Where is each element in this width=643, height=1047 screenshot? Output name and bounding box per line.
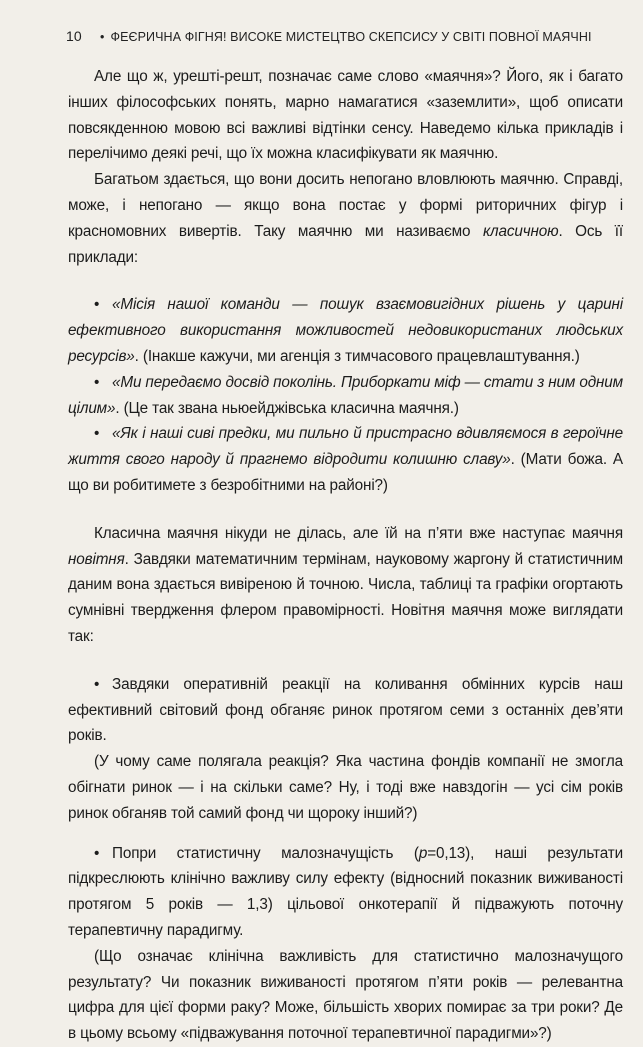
page-body	[68, 64, 623, 1047]
example-quote: «Як і наші сиві предки, ми пильно й пристрасно вдивляємося в героїчне життя свого народу й прагнемо відродити колишню славу»	[68, 425, 623, 469]
bullet-mark: •	[94, 296, 100, 314]
example-note: . (Інакше кажучи, ми агенція з тимчасового працевлаштування.)	[134, 347, 580, 365]
paragraph-3-emphasis: новітня	[68, 550, 125, 568]
list-item	[68, 672, 623, 749]
header-bullet: •	[100, 30, 105, 44]
paragraph-2-tail: . Ось її приклади:	[68, 222, 623, 266]
running-header	[66, 28, 626, 44]
list-item	[68, 421, 623, 498]
list-item	[68, 841, 623, 944]
list-item	[68, 292, 623, 369]
example-note: . (Мати божа. А що ви робитимете з безробітними на районі?)	[68, 451, 623, 494]
classic-examples-list	[68, 292, 623, 498]
bullet-mark: •	[94, 373, 100, 391]
example-comment: (У чому саме полягала реакція? Яка частина фондів компанії не змогла обігнати ринок — і на скільки саме? Ну, і тоді вже навздогін — усі сім років ринок обганяв той самий фонд чи щороку інший?)	[68, 753, 623, 822]
paragraph-2-emphasis: класичною	[482, 222, 559, 240]
p-value-symbol: p	[418, 844, 428, 862]
example-text-tail: =0,13), наші результати підкреслюють клінічно важливу силу ефекту (відносний показник виживаності протягом 5 років — 1,3) цільової онкотерапії й підважують поточну терапевтичну парадигму.	[68, 844, 623, 939]
paragraph-1: Але що ж, урешті-решт, позначає саме слово «маячня»? Його, як і багато інших філософських понять, марно намагатися «заземлити», щоб описати повсякденною мовою всі важливі відтінки сенсу. Наведемо кілька прикладів і перелічимо деякі речі, що їх можна класифікувати як маячню.	[68, 68, 623, 163]
example-quote: «Місія нашої команди — пошук взаємовигідних рішень у царині ефективного використання можливостей недовикористаних людських ресурсів»	[68, 296, 623, 365]
modern-example-1	[68, 672, 623, 749]
bullet-mark: •	[94, 844, 100, 862]
example-quote: «Ми передаємо досвід поколінь. Приборкати міф — стати з ним одним цілим»	[68, 373, 623, 417]
example-text: Завдяки оперативній реакції на коливання обмінних курсів наш ефективний світовий фонд обганяє ринок протягом семи з останніх дев’яти років.	[68, 675, 623, 745]
running-title: ФЕЄРИЧНА ФІГНЯ! ВИСОКЕ МИСТЕЦТВО СКЕПСИСУ У СВІТІ ПОВНОЇ МАЯЧНІ	[110, 30, 592, 44]
list-item	[68, 370, 623, 422]
paragraph-3	[68, 521, 623, 650]
paragraph-2	[68, 167, 623, 270]
example-text: Попри статистичну малозначущість (	[112, 844, 419, 862]
page-number: 10	[66, 28, 82, 44]
modern-example-2	[68, 841, 623, 944]
bullet-mark: •	[94, 425, 100, 443]
example-comment: (Що означає клінічна важливість для статистично малозначущого результату? Чи показник виживаності протягом п’яти років — релевантна цифра для цієї форми раку? Може, більшість хворих помирає за три роки? Де в цьому всьому «підважування поточної терапевтичної парадигми»?)	[68, 947, 623, 1043]
example-note: . (Це так звана ньюейджівська класична маячня.)	[115, 399, 459, 417]
paragraph-3-tail: . Завдяки математичним термінам, науковому жаргону й статистичним даним вона здається вивіреною й точною. Числа, таблиці та графіки огортають сумнівні твердження флером правомірності. Новітня маячня може виглядати так:	[68, 550, 623, 645]
paragraph-3-text: Класична маячня нікуди не ділась, але їй на п’яти вже наступає маячня	[94, 524, 623, 542]
bullet-mark: •	[94, 675, 100, 693]
paragraph-2-text: Багатьом здається, що вони досить непогано вловлюють маячню. Справді, може, і непогано — якщо вона постає у формі риторичних фігур і красномовних вивертів. Таку маячню ми називаємо	[68, 171, 623, 240]
